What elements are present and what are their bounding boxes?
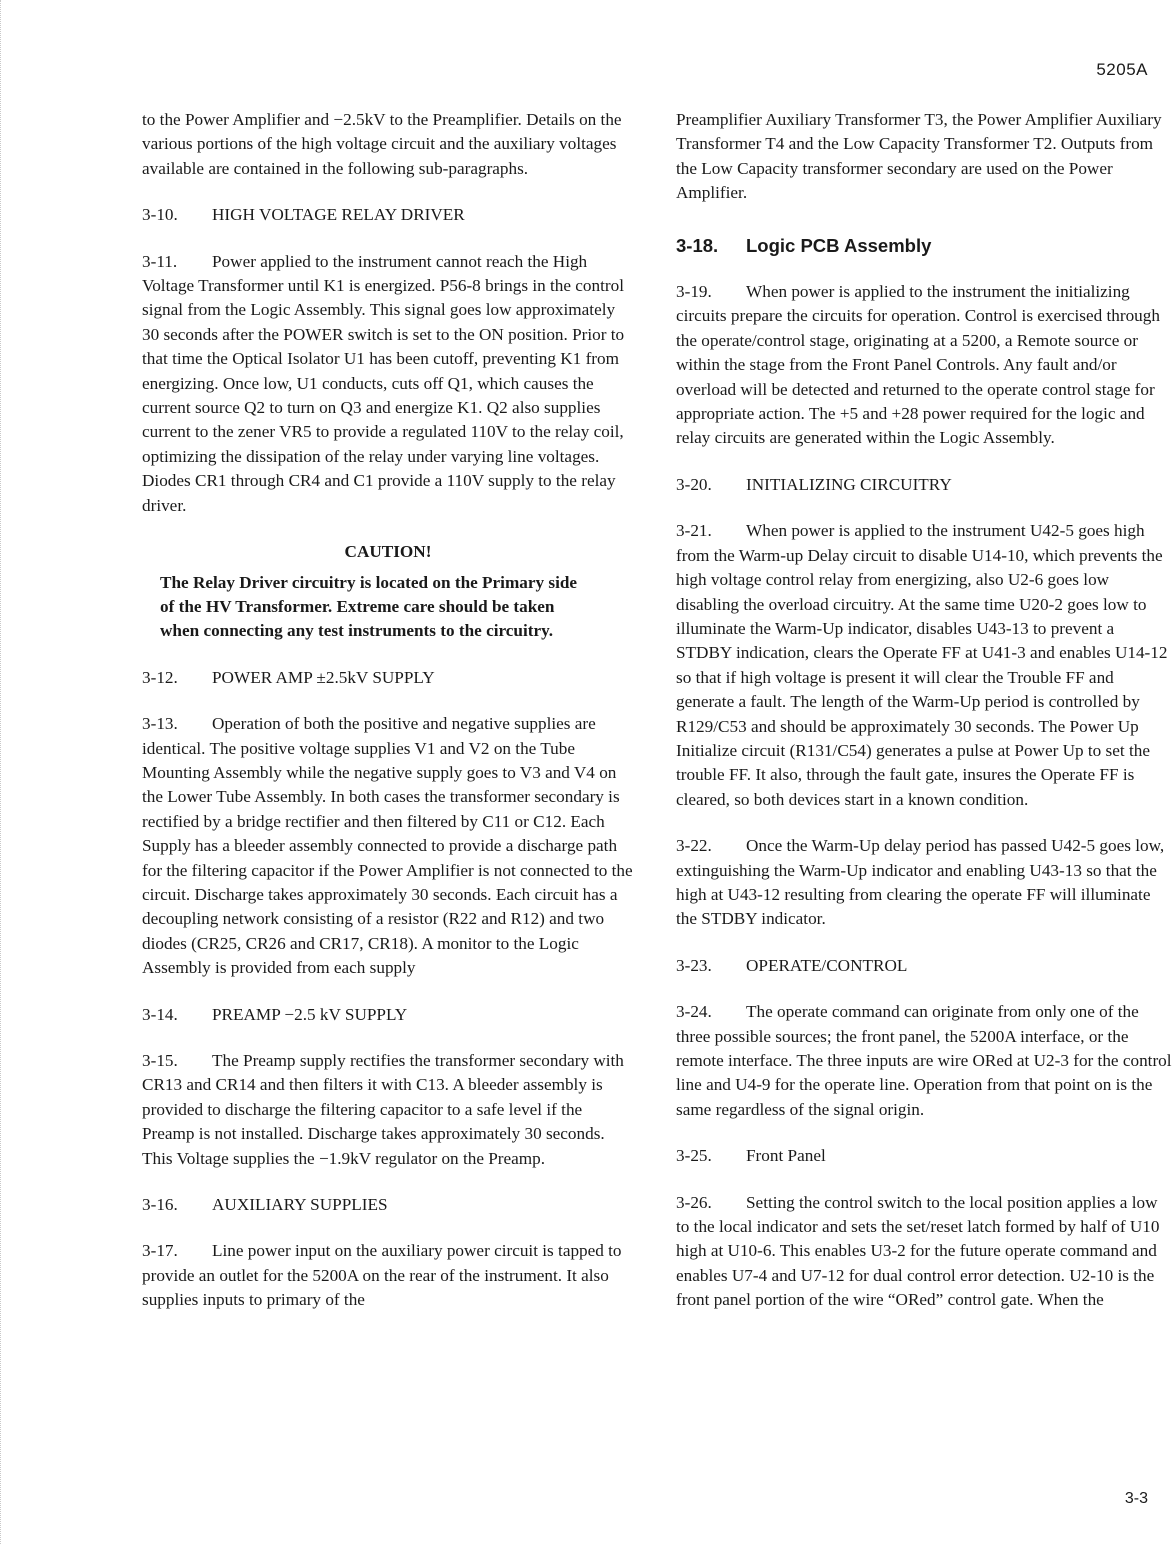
section-heading-3-23 — [676, 954, 1172, 978]
scan-margin — [0, 0, 11, 1544]
paragraph-text: Once the Warm-Up delay period has passed U42-5 goes low, extinguishing the Warm-Up indicator and enabling U43-13 so that the high at U43-12 resulting from clearing the operate FF will illuminate the STDBY indicator. — [676, 836, 1165, 929]
section-title: INITIALIZING CIRCUITRY — [746, 474, 952, 494]
section-number: 3-18. — [676, 234, 719, 256]
paragraph-3-21 — [676, 519, 1172, 812]
paragraph-3-15 — [142, 1049, 634, 1171]
caution-text: The Relay Driver circuitry is located on the Primary side of the HV Transformer. Extreme care should be taken when connecting any test instruments to the circuitry. — [160, 572, 578, 641]
section-number: 3-25. — [676, 1146, 712, 1166]
section-heading-3-14 — [142, 1003, 634, 1027]
paragraph-3-13 — [142, 712, 634, 980]
paragraph-3-19 — [676, 280, 1172, 451]
right-column — [676, 108, 1172, 1335]
section-number: 3-16. — [142, 1195, 178, 1215]
page-number: 3-3 — [1124, 1490, 1148, 1507]
section-heading-3-10 — [142, 203, 634, 227]
paragraph-3-17 — [142, 1239, 634, 1312]
left-column — [142, 108, 634, 1335]
section-heading-3-25 — [676, 1144, 1172, 1168]
section-number: 3-23. — [676, 955, 712, 975]
caution-title: CAUTION! — [344, 542, 432, 562]
paragraph-text: When power is applied to the instrument the initializing circuits prepare the circuits for operation. Control is exercised through the operate/control stage, originating at a 5200, a Remote source or within the stage from the Front Panel Controls. Any fault and/or overload will be detected and returned to the operate control stage for appropriate action. The +5 and +28 power required for the logic and relay circuits are generated within the Logic Assembly. — [676, 282, 1160, 448]
paragraph-text: Operation of both the positive and negative supplies are identical. The positive voltage supplies V1 and V2 on the Tube Mounting Assembly while the negative supply goes to V3 and V4 on the Lower Tube Assembly. In both cases the transformer secondary is rectified by a bridge rectifier and then filtered by C11 or C12. Each Supply has a bleeder assembly connected to provide a discharge path for the filtering capacitor if the Power Amplifier is not connected to the circuit. Discharge takes approximately 30 seconds. Each circuit has a decoupling network consisting of a resistor (R22 and R12) and two diodes (CR25, CR26 and CR17, CR18). A monitor to the Logic Assembly is provided from each supply — [142, 714, 633, 978]
section-title: Logic PCB Assembly — [746, 234, 932, 256]
paragraph-3-26 — [676, 1191, 1172, 1313]
paragraph-text: When power is applied to the instrument U42-5 goes high from the Warm-up Delay circuit to disable U14-10, which prevents the high voltage control relay from energizing, also U2-6 goes low disabling the overload circuitry. At the same time U20-2 goes low to illuminate the Warm-Up indicator, disables U43-13 to prevent a STDBY indication, clears the Operate FF at U41-3 and enables U14-12 so that if high voltage is present it will clear the Trouble FF and generate a fault. The length of the Warm-Up period is controlled by R129/C53 and should be approximately 30 seconds. The Power Up Initialize circuit (R131/C54) generates a pulse at Power Up to set the trouble FF. It also, through the fault gate, insures the Operate FF is cleared, so both devices start in a known condition. — [676, 521, 1168, 809]
paragraph-text: Setting the control switch to the local position applies a low to the local indicator and sets the set/reset latch formed by half of U10 high at U10-6. This enables U3-2 for the future operate command and enables U7-4 and U7-12 for dual control error detection. U2-10 is the front panel portion of the wire “ORed” control gate. When the — [676, 1192, 1160, 1310]
paragraph-number: 3-13. — [142, 714, 178, 734]
paragraph-number: 3-21. — [676, 521, 712, 541]
section-title: AUXILIARY SUPPLIES — [212, 1195, 388, 1215]
paragraph-text: Line power input on the auxiliary power circuit is tapped to provide an outlet for the 5200A on the rear of the instrument. It also supplies inputs to primary of the — [142, 1241, 622, 1310]
section-title: OPERATE/CONTROL — [746, 955, 908, 975]
paragraph-text: The operate command can originate from only one of the three possible sources; the front panel, the 5200A interface, or the remote interface. The three inputs are wire ORed at U2-3 for the control line and U4-9 for the operate line. Operation from that point on is the same regardless of the signal origin. — [676, 1002, 1172, 1119]
paragraph-number: 3-19. — [676, 282, 712, 302]
section-number: 3-12. — [142, 667, 178, 687]
document-number: 5205A — [1096, 60, 1148, 79]
section-heading-3-20 — [676, 473, 1172, 497]
paragraph-number: 3-15. — [142, 1051, 178, 1070]
paragraph-number: 3-22. — [676, 836, 712, 856]
section-heading-3-18 — [676, 234, 1172, 258]
section-number: 3-14. — [142, 1004, 178, 1024]
section-title: POWER AMP ±2.5kV SUPPLY — [212, 667, 435, 687]
continued-paragraph: to the Power Amplifier and −2.5kV to the Preamplifier. Details on the various portions of the high voltage circuit and the auxiliary voltages available are contained in the following sub-paragraphs. — [142, 110, 622, 178]
paragraph-3-11 — [142, 250, 634, 518]
paragraph-text: The Preamp supply rectifies the transformer secondary with CR13 and CR14 and then filters it with C13. A bleeder assembly is provided to discharge the filtering capacitor to a safe level if the Preamp is not installed. Discharge takes approximately 30 seconds. This Voltage supplies the −1.9kV regulator on the Preamp. — [142, 1051, 624, 1168]
caution-box — [142, 540, 634, 644]
paragraph-number: 3-17. — [142, 1241, 178, 1261]
paragraph-number: 3-24. — [676, 1002, 712, 1022]
paragraph-number: 3-11. — [142, 251, 178, 271]
paragraph-number: 3-26. — [676, 1192, 712, 1212]
section-title: Front Panel — [746, 1146, 826, 1166]
section-number: 3-20. — [676, 474, 712, 494]
section-number: 3-10. — [142, 205, 178, 225]
continued-paragraph: Preamplifier Auxiliary Transformer T3, the Power Amplifier Auxiliary Transformer T4 and the Low Capacity Transformer T2. Outputs from the Low Capacity transformer secondary are used on the Power Amplifier. — [676, 110, 1162, 203]
section-heading-3-16 — [142, 1193, 634, 1217]
section-title: PREAMP −2.5 kV SUPPLY — [212, 1004, 408, 1024]
section-title: HIGH VOLTAGE RELAY DRIVER — [212, 205, 465, 225]
paragraph-3-24 — [676, 1000, 1172, 1122]
section-heading-3-12 — [142, 666, 634, 690]
paragraph-3-22 — [676, 834, 1172, 932]
paragraph-text: Power applied to the instrument cannot reach the High Voltage Transformer until K1 is energized. P56-8 brings in the control signal from the Logic Assembly. This signal goes low approximately 30 seconds after the POWER switch is set to the ON position. Prior to that time the Optical Isolator U1 has been cutoff, preventing K1 from energizing. Once low, U1 conducts, cuts off Q1, which causes the current source Q2 to turn on Q3 and energize K1. Q2 also supplies current to the zener VR5 to provide a regulated 110V to the relay coil, optimizing the dissipation of the relay under varying line voltages. Diodes CR1 through CR4 and C1 provide a 110V supply to the relay driver. — [142, 251, 625, 515]
